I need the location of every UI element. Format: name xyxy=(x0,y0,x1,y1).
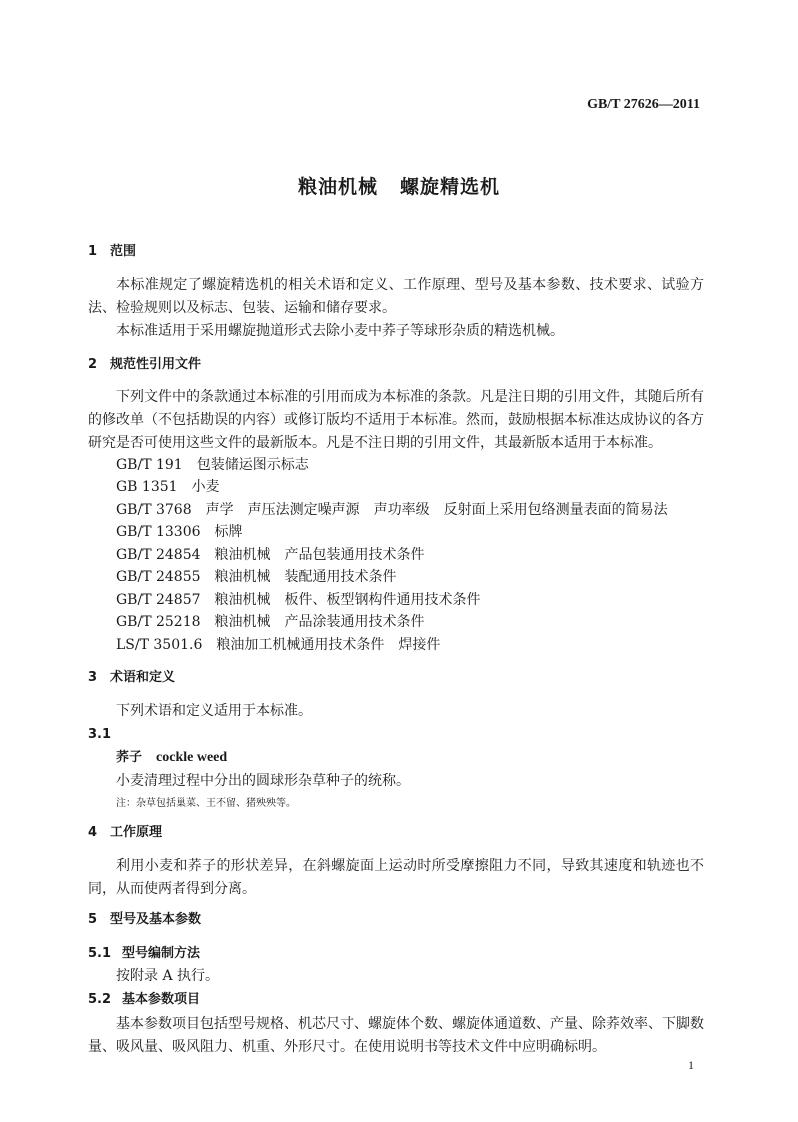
reference-item: GB 1351 小麦 xyxy=(116,479,220,495)
reference-item: GB/T 191 包装储运图示标志 xyxy=(116,457,309,473)
section-3-paragraph-1: 下列术语和定义适用于本标准。 xyxy=(116,703,312,719)
page-number: 1 xyxy=(688,1058,694,1072)
reference-item: GB/T 24857 粮油机械 板件、板型钢构件通用技术条件 xyxy=(116,592,481,608)
section-2-paragraph-1: 下列文件中的条款通过本标准的引用而成为本标准的条款。凡是注日期的引用文件，其随后所有的修改单（不包括勘误的内容）或修订版均不适用于本标准。然而，鼓励根据本标准达成协议的各方研究是否可使用这些文件的最新版本。凡是不注日期的引用文件，其最新版本适用于本标准。 xyxy=(88,389,704,451)
term-chinese: 荞子 xyxy=(116,750,143,765)
section-5-heading: 5 型号及基本参数 xyxy=(88,912,202,927)
term-definition: 小麦清理过程中分出的圆球形杂草种子的统称。 xyxy=(116,773,410,789)
reference-item: GB/T 24854 粮油机械 产品包装通用技术条件 xyxy=(116,547,425,563)
subsection-5-2-paragraph: 基本参数项目包括型号规格、机芯尺寸、螺旋体个数、螺旋体通道数、产量、除荞效率、下脚数量、吸风量、吸风阻力、机重、外形尺寸。在使用说明书等技术文件中应明确标明。 xyxy=(88,1016,704,1055)
term-english: cockle weed xyxy=(156,750,228,765)
section-1-heading: 1 范围 xyxy=(88,244,137,259)
section-4-paragraph-1: 利用小麦和荞子的形状差异，在斜螺旋面上运动时所受摩擦阻力不同，导致其速度和轨迹也不同，从而使两者得到分离。 xyxy=(88,858,704,897)
section-4-heading: 4 工作原理 xyxy=(88,825,163,840)
term-note: 注：杂草包括巢菜、王不留、猪殃殃等。 xyxy=(116,798,296,809)
section-1-paragraph-2: 本标准适用于采用螺旋抛道形式去除小麦中荞子等球形杂质的精选机械。 xyxy=(116,323,564,339)
term-entry xyxy=(116,747,227,768)
reference-item: GB/T 13306 标牌 xyxy=(116,524,243,540)
subsection-5-2-heading: 5.2 基本参数项目 xyxy=(88,992,201,1007)
subsection-5-1-paragraph: 按附录 A 执行。 xyxy=(116,968,220,984)
section-3-heading: 3 术语和定义 xyxy=(88,670,176,685)
document-title xyxy=(0,172,798,199)
standard-code: GB/T 27626—2011 xyxy=(587,97,700,112)
subsection-3-1-number: 3.1 xyxy=(88,727,112,742)
reference-item: LS/T 3501.6 粮油加工机械通用技术条件 焊接件 xyxy=(116,637,441,653)
section-2-heading: 2 规范性引用文件 xyxy=(88,357,202,372)
reference-item: GB/T 25218 粮油机械 产品涂装通用技术条件 xyxy=(116,614,425,630)
reference-item: GB/T 24855 粮油机械 装配通用技术条件 xyxy=(116,569,397,585)
section-1-paragraph-1: 本标准规定了螺旋精选机的相关术语和定义、工作原理、型号及基本参数、技术要求、试验方法、检验规则以及标志、包装、运输和储存要求。 xyxy=(88,277,704,316)
title-part-2: 螺旋精选机 xyxy=(400,176,501,198)
reference-item: GB/T 3768 声学 声压法测定噪声源 声功率级 反射面上采用包络测量表面的简易法 xyxy=(116,502,668,518)
title-part-1: 粮油机械 xyxy=(297,176,378,198)
subsection-5-1-heading: 5.1 型号编制方法 xyxy=(88,946,201,961)
